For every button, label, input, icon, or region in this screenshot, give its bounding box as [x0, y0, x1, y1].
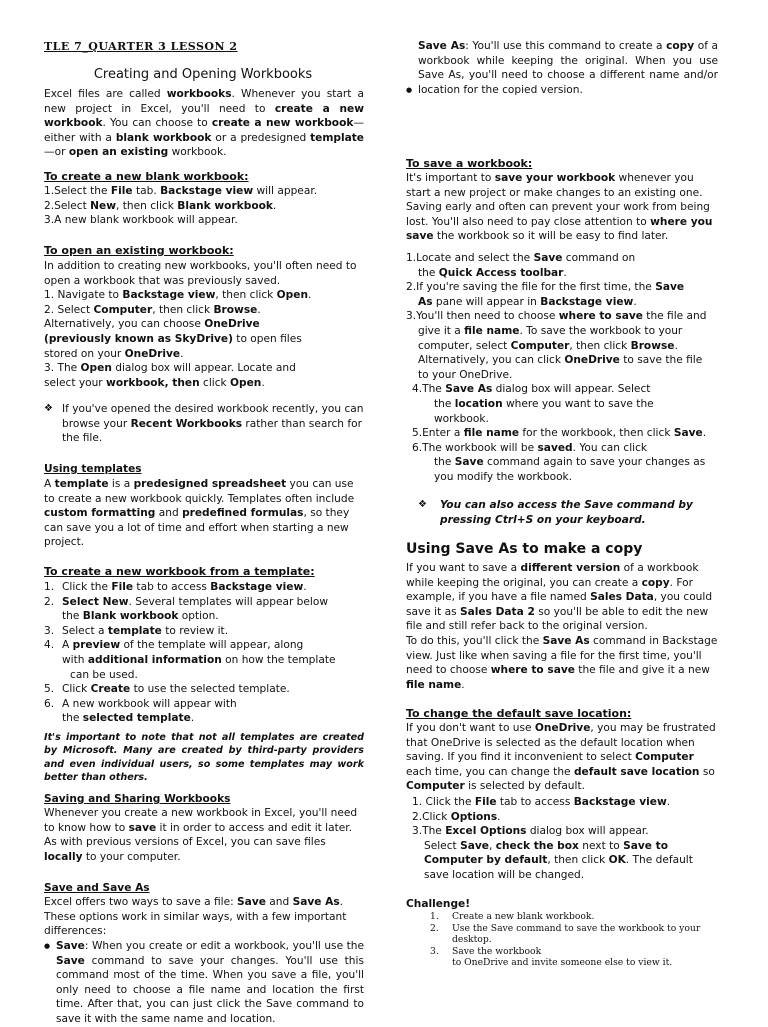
diamond-bullet-icon: ❖ [418, 499, 427, 510]
list-item: 3. The Open dialog box will appear. Locate and [44, 362, 296, 375]
list-item: 2. Use the Save command to save the workbook to your desktop. [430, 922, 701, 946]
heading-default-location: To change the default save location: [406, 707, 632, 720]
challenge-list [430, 911, 718, 969]
page-title: Creating and Opening Workbooks [93, 67, 313, 82]
heading-save-and-save-as: Save and Save As [44, 882, 150, 894]
save-and-save-as-paragraph: Excel offers two ways to save a file: Save and Save As. These options work in similar ways, with a few important differences: [44, 896, 347, 938]
paragraph: (previously known as SkyDrive) to open files [44, 332, 302, 345]
heading-from-template: To create a new workbook from a template: [44, 565, 315, 578]
list-item: 2. Select Computer, then click Browse. [44, 303, 261, 316]
list-item: 3.A new blank workbook will appear. [44, 214, 238, 227]
list-item: 2.Select New, then click Blank workbook. [44, 199, 277, 212]
saving-paragraph: Whenever you create a new workbook in Excel, you'll need to know how to save it in order to access and edit it later. As with previous versions of Excel, you can save files locally to your computer. [44, 807, 358, 863]
paragraph: Alternatively, you can choose OneDrive [44, 318, 260, 331]
open-existing-body [44, 259, 364, 390]
list-item: 4. A preview of the template will appear, along with additional information on how the template can be used. [44, 639, 336, 681]
list-item: 1. Click the File tab to access Backstage view. [44, 581, 307, 593]
list-item: 1. Click the File tab to access Backstage view. [412, 796, 671, 808]
list-item: 2.If you're saving the file for the first time, the Save As pane will appear in Backstage view. [406, 281, 685, 308]
heading-save-workbook: To save a workbook: [406, 157, 533, 170]
heading-saving-sharing: Saving and Sharing Workbooks [44, 793, 231, 805]
paragraph: In addition to creating new workbooks, you'll often need to open a workbook that was previously saved. [44, 260, 357, 287]
list-item: 1. Create a new blank workbook. [430, 911, 595, 922]
paragraph: stored on your OneDrive. [44, 347, 184, 360]
heading-challenge: Challenge! [406, 898, 471, 910]
save-workbook-paragraph: It's important to save your workbook whenever you start a new project or make changes to an existing one. Saving early and often can prevent your work from being lost. You'll also need to pay close attention to where you save the workbook so it will be easy to find later. [406, 172, 713, 243]
templates-note: It's important to note that not all templates are created by Microsoft. Many are created by third-party providers and even individual users, so some templates may work better than others. [44, 732, 364, 784]
save-as-copy-paragraph: If you want to save a different version of a workbook while keeping the original, you can create a copy. For example, if you have a file named Sales Data, you could save it as Sales Data 2 so you'll be able to edit the new file and still refer back to the original version. To do this, you'll click the Save As command in Backstage view. Just like when saving a file for the first time, you'll need to choose where to save the file and give it a new file name. [406, 562, 718, 691]
from-template-steps [44, 580, 364, 726]
list-item: 6.The workbook will be saved. You can click the Save command again to save your changes as you modify the workbook. [412, 441, 706, 483]
heading-create-blank: To create a new blank workbook: [44, 170, 249, 183]
intro-paragraph: Excel files are called workbooks. Whenever you start a new project in Excel, you'll need to create a new workbook. You can choose to create a new workbook—either with a blank workbook or a predesigned template—or open an existing workbook. [44, 88, 364, 159]
list-item: 3. Select a template to review it. [44, 624, 229, 637]
tip-ctrl-s: ❖ You can also access the Save command by pressing Ctrl+S on your keyboard. [418, 499, 693, 526]
bullet-save-as: ● Save As: You'll use this command to create a copy of a workbook while keeping the original. When you use Save As, you'll need to choose a different name and/or location for the copied version. [406, 40, 719, 96]
list-item: 6. A new workbook will appear with the selected template. [44, 697, 237, 725]
heading-open-existing: To open an existing workbook: [44, 244, 234, 257]
list-item: 2. Select New. Several templates will appear below the Blank workbook option. [44, 595, 329, 623]
lesson-header: TLE 7_QUARTER 3 LESSON 2 [44, 40, 238, 53]
list-item: 3.You'll then need to choose where to save the file and give it a file name. To save the workbook to your computer, select Computer, then click Browse. Alternatively, you can click OneDrive to save the file to your OneDrive. [406, 310, 707, 381]
list-item: 3.The Excel Options dialog box will appear. Select Save, check the box next to Save to Computer by default, then click OK. The default save location will be changed. [412, 825, 693, 881]
default-location-paragraph: If you don't want to use OneDrive, you may be frustrated that OneDrive is selected as the default location when saving. If you find it inconvenient to select Computer each time, you can change the default save location so Computer is selected by default. [406, 722, 716, 793]
diamond-bullet-icon: ❖ [44, 403, 53, 414]
heading-save-as-copy: Using Save As to make a copy [406, 541, 643, 557]
list-item: 5.Enter a file name for the workbook, then click Save. [412, 427, 707, 440]
bullet-save: ● Save: When you create or edit a workbook, you'll use the Save command to save your changes. You'll use this command most of the time. When you save a file, you'll only need to choose a file name and location the first time. After that, you can just click the Save command to save it with the same name and location. [44, 940, 364, 1025]
create-blank-steps [44, 184, 364, 228]
save-workbook-steps [406, 251, 718, 485]
list-item: 3. Save the workbook to OneDrive and invite someone else to view it. [430, 945, 673, 969]
list-item: 1.Select the File tab. Backstage view will appear. [44, 185, 318, 197]
list-item: 1.Locate and select the Save command on the Quick Access toolbar. [406, 252, 636, 279]
default-location-steps [406, 795, 718, 883]
heading-using-templates: Using templates [44, 463, 142, 475]
bullet-icon: ● [406, 86, 413, 94]
templates-paragraph: A template is a predesigned spreadsheet you can use to create a new workbook quickly. Templates often include custom formatting and predefined formulas, so they can save you a lot of time and effort when starting a new project. [44, 478, 355, 549]
list-item: 5. Click Create to use the selected template. [44, 683, 290, 696]
list-item: 1. Navigate to Backstage view, then click Open. [44, 289, 312, 302]
list-item: select your workbook, then click Open. [44, 376, 265, 389]
list-item: 4.The Save As dialog box will appear. Select the location where you want to save the workbook. [412, 383, 654, 425]
tip-recent-workbooks: ❖ If you've opened the desired workbook recently, you can browse your Recent Workbooks rather than search for the file. [44, 403, 364, 445]
bullet-icon: ● [44, 942, 51, 950]
list-item: 2.Click Options. [412, 810, 501, 823]
